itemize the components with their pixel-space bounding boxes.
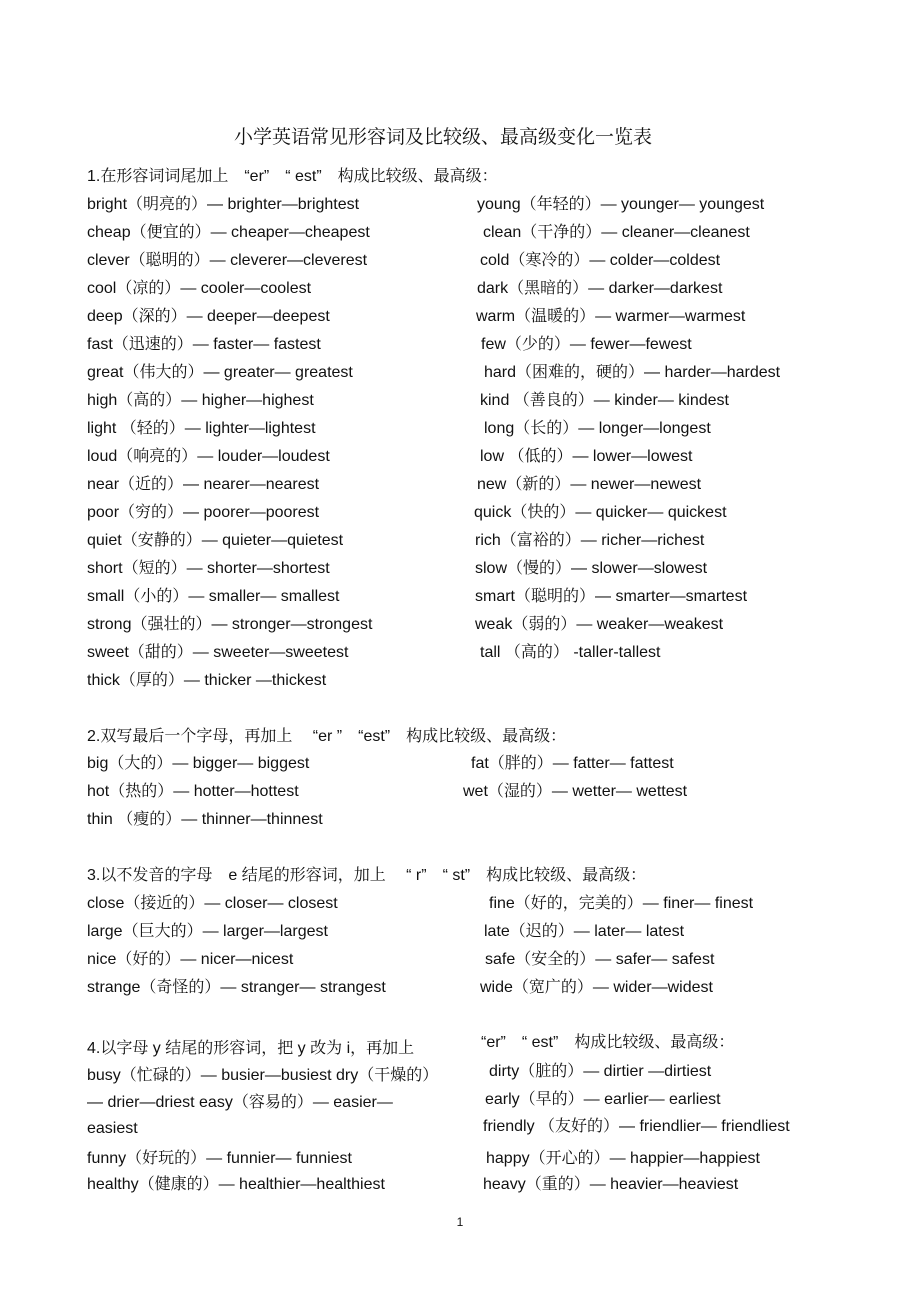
- entry-quiet: quiet（安静的）— quieter—quietest: [87, 532, 344, 549]
- entry-fast: fast（迅速的）— faster— fastest: [87, 336, 321, 353]
- entry-light: light （轻的）— lighter—lightest: [87, 420, 316, 437]
- entry-warm: warm（温暖的）— warmer—warmest: [476, 308, 746, 325]
- entry-near: near（近的）— nearer—nearest: [87, 476, 320, 493]
- entry-happy: happy（开心的）— happier—happiest: [486, 1150, 760, 1167]
- entry-sweet: sweet（甜的）— sweeter—sweetest: [87, 644, 349, 661]
- entry-wet: wet（湿的）— wetter— wettest: [463, 783, 688, 800]
- entry-hard: hard（困难的，硬的）— harder—hardest: [484, 364, 781, 381]
- entry-heavy: heavy（重的）— heavier—heaviest: [483, 1176, 739, 1193]
- page-number: 1: [456, 1215, 464, 1229]
- entry-great: great（伟大的）— greater— greatest: [87, 364, 353, 381]
- entry-busy-dry: busy（忙碌的）— busier—busiest dry（干燥的）: [87, 1067, 439, 1084]
- entry-clever: clever（聪明的）— cleverer—cleverest: [87, 252, 368, 269]
- entry-smart: smart（聪明的）— smarter—smartest: [475, 588, 748, 605]
- section-3-heading: 3.以不发音的字母 e 结尾的形容词，加上 “ r” “ st” 构成比较级、最高级：: [87, 867, 647, 884]
- section-2-heading: 2.双写最后一个字母，再加上 “er ” “est” 构成比较级、最高级：: [87, 728, 567, 745]
- entry-strong: strong（强壮的）— stronger—strongest: [87, 616, 373, 633]
- section-1-heading: 1.在形容词词尾加上 “er” “ est” 构成比较级、最高级：: [87, 168, 498, 185]
- entry-quick: quick（快的）— quicker— quickest: [474, 504, 727, 521]
- entry-poor: poor（穷的）— poorer—poorest: [87, 504, 320, 521]
- entry-funny: funny（好玩的）— funnier— funniest: [87, 1150, 352, 1167]
- entry-thick: thick（厚的）— thicker —thickest: [87, 672, 327, 689]
- entry-close: close（接近的）— closer— closest: [87, 895, 338, 912]
- entry-friendly: friendly （友好的）— friendlier— friendliest: [483, 1118, 790, 1135]
- entry-healthy: healthy（健康的）— healthier—healthiest: [87, 1176, 385, 1193]
- entry-thin: thin （瘦的）— thinner—thinnest: [87, 811, 323, 828]
- entry-short: short（短的）— shorter—shortest: [87, 560, 330, 577]
- entry-long: long（长的）— longer—longest: [484, 420, 711, 437]
- page-title: 小学英语常见形容词及比较级、最高级变化一览表: [233, 126, 652, 148]
- entry-low: low （低的）— lower—lowest: [480, 448, 693, 465]
- entry-hot: hot（热的）— hotter—hottest: [87, 783, 299, 800]
- entry-late: late（迟的）— later— latest: [484, 923, 685, 940]
- entry-large: large（巨大的）— larger—largest: [87, 923, 328, 940]
- entry-big: big（大的）— bigger— biggest: [87, 755, 310, 772]
- entry-fat: fat（胖的）— fatter— fattest: [471, 755, 674, 772]
- entry-safe: safe（安全的）— safer— safest: [485, 951, 715, 968]
- entry-wide: wide（宽广的）— wider—widest: [480, 979, 713, 996]
- entry-slow: slow（慢的）— slower—slowest: [475, 560, 708, 577]
- section-4-heading-continued: “er” “ est” 构成比较级、最高级：: [481, 1034, 735, 1051]
- entry-clean: clean（干净的）— cleaner—cleanest: [483, 224, 750, 241]
- entry-young: young（年轻的）— younger— youngest: [477, 196, 765, 213]
- entry-rich: rich（富裕的）— richer—richest: [475, 532, 705, 549]
- entry-cool: cool（凉的）— cooler—coolest: [87, 280, 312, 297]
- entry-cold: cold（寒冷的）— colder—coldest: [480, 252, 721, 269]
- entry-deep: deep（深的）— deeper—deepest: [87, 308, 330, 325]
- entry-dirty: dirty（脏的）— dirtier —dirtiest: [489, 1063, 712, 1080]
- entry-bright: bright（明亮的）— brighter—brightest: [87, 196, 360, 213]
- entry-high: high（高的）— higher—highest: [87, 392, 314, 409]
- entry-small: small（小的）— smaller— smallest: [87, 588, 340, 605]
- entry-dry-easy: — drier—driest easy（容易的）— easier—: [87, 1094, 393, 1111]
- entry-weak: weak（弱的）— weaker—weakest: [475, 616, 724, 633]
- entry-loud: loud（响亮的）— louder—loudest: [87, 448, 330, 465]
- entry-new: new（新的）— newer—newest: [477, 476, 702, 493]
- entry-dark: dark（黑暗的）— darker—darkest: [477, 280, 723, 297]
- entry-kind: kind （善良的）— kinder— kindest: [480, 392, 729, 409]
- entry-tall: tall （高的） -taller-tallest: [480, 644, 661, 661]
- entry-cheap: cheap（便宜的）— cheaper—cheapest: [87, 224, 370, 241]
- entry-nice: nice（好的）— nicer—nicest: [87, 951, 294, 968]
- entry-fine: fine（好的，完美的）— finer— finest: [489, 895, 754, 912]
- entry-early: early（早的）— earlier— earliest: [485, 1091, 721, 1108]
- entry-easiest: easiest: [87, 1120, 138, 1137]
- entry-strange: strange（奇怪的）— stranger— strangest: [87, 979, 386, 996]
- section-4-heading: 4.以字母 y 结尾的形容词，把 y 改为 i，再加上: [87, 1040, 415, 1057]
- entry-few: few（少的）— fewer—fewest: [481, 336, 692, 353]
